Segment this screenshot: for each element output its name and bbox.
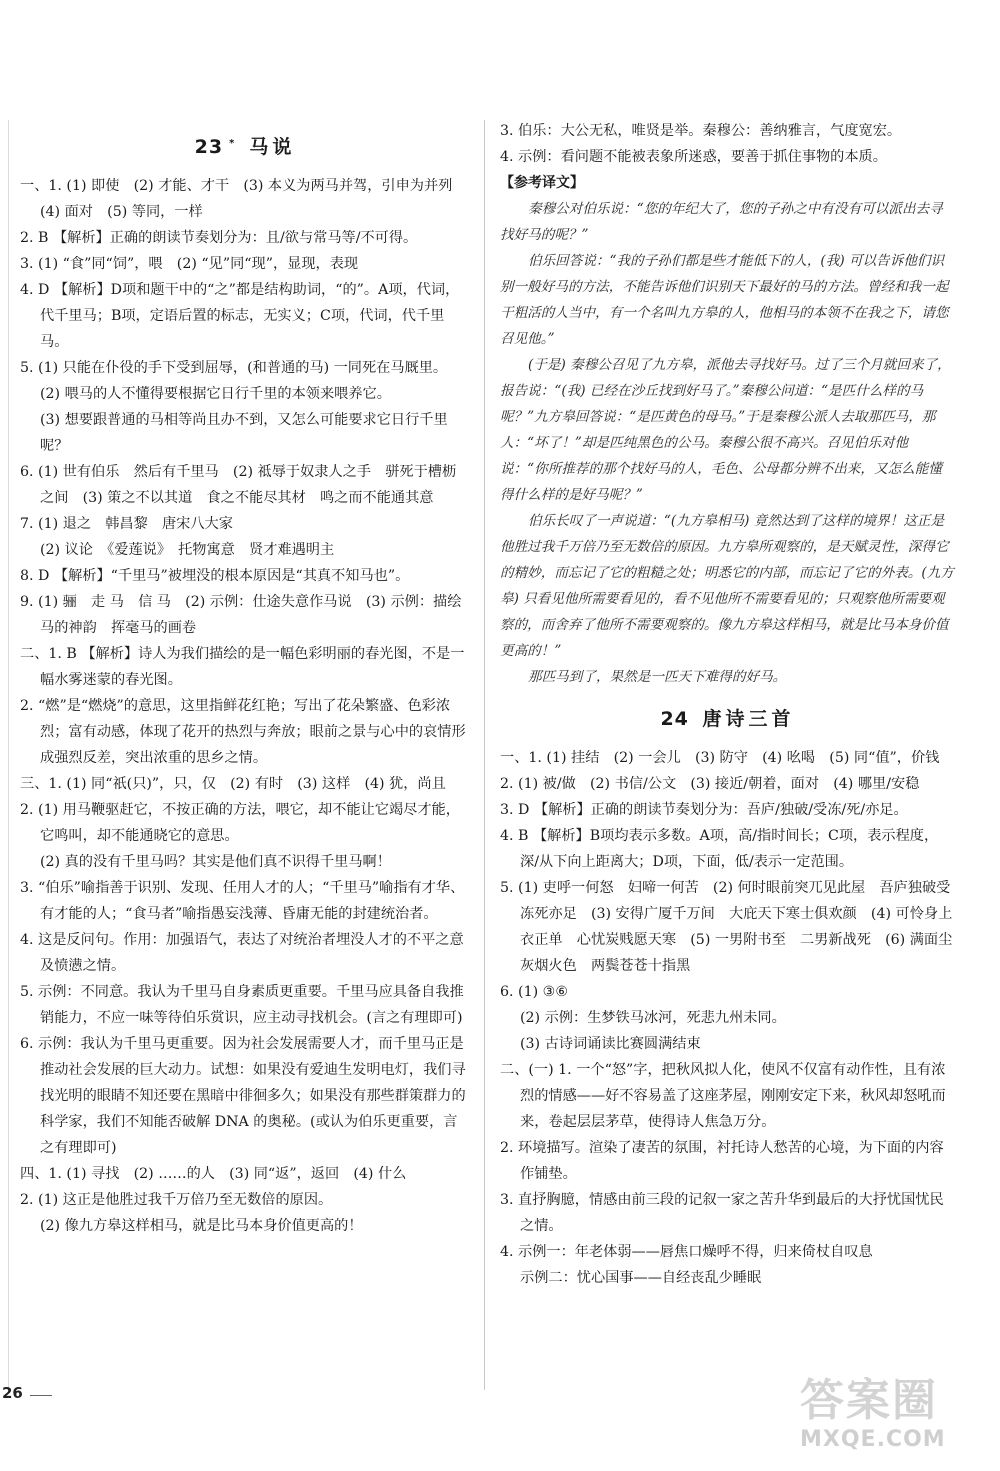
answer-item: 2. (1) 这正是他胜过我千万倍乃至无数倍的原因。 xyxy=(20,1192,333,1208)
answer-subitem: (2) 议论 《爱莲说》 托物寓意 贤才难遇明主 xyxy=(40,542,335,558)
reference-translation-title: 【参考译文】 xyxy=(500,175,584,191)
answer-item: 一、1. (1) 即使 (2) 才能、才干 (3) 本义为两马并驾，引申为并列 (4) 面对 (5) 等同，一样 xyxy=(20,178,467,220)
answer-item: 6. (1) 世有伯乐 然后有千里马 (2) 祗辱于奴隶人之手 骈死于槽枥之间 (3) 策之不以其道 食之不能尽其材 鸣之而不能通其意 xyxy=(20,464,457,506)
answer-subitem: (3) 想要跟普通的马相等尚且办不到，又怎么可能要求它日行千里呢？ xyxy=(40,412,448,454)
answer-item: 4. D 【解析】D项和题干中的“之”都是结构助词，“的”。A项，代词，代千里马；B项，定语后置的标志，无实义；C项，代词，代千里马。 xyxy=(20,282,460,350)
answer-item: 2. 环境描写。渲染了凄苦的氛围，衬托诗人愁苦的心境，为下面的内容作铺垫。 xyxy=(500,1140,944,1182)
answer-item: 8. D 【解析】“千里马”被埋没的根本原因是“其真不知马也”。 xyxy=(20,568,410,584)
section-star: * xyxy=(229,137,236,149)
answer-subitem: (2) 真的没有千里马吗？其实是他们真不识得千里马啊！ xyxy=(40,854,391,870)
watermark-logo xyxy=(800,1375,995,1467)
answer-subitem: (2) 喂马的人不懂得要根据它日行千里的本领来喂养它。 xyxy=(40,386,391,402)
translation-paragraph: 秦穆公对伯乐说：“您的年纪大了，您的子孙之中有没有可以派出去寻找好马的呢？” xyxy=(500,201,943,243)
answer-item: 4. B 【解析】B项均表示多数。A项，高/指时间长；C项，表示程度，深/从下向上距离大；D项，下面，低/表示一定范围。 xyxy=(500,828,939,870)
section-title-23 xyxy=(20,132,470,159)
answer-item: 3. (1) “食”同“饲”，喂 (2) “见”同“现”，显现，表现 xyxy=(20,256,359,272)
left-margin-rule xyxy=(8,120,9,1390)
answer-item: 5. 示例：不同意。我认为千里马自身素质更重要。千里马应具备自我推销能力，不应一味等待伯乐赏识，应主动寻找机会。(言之有理即可) xyxy=(20,984,464,1026)
answer-subitem: (3) 古诗词诵读比赛圆满结束 xyxy=(520,1036,701,1052)
translation-paragraph-underlined: 伯乐长叹了一声说道：“(九方皋相马) 竟然达到了这样的境界！这正是他胜过我千万倍乃至无数倍的原因。九方皋所观察的，是天赋灵性，深得它的精妙，而忘记了它的粗糙之处；明悉它的内部，而忘记了它的外表。(九方皋) 只看见他所需要看见的，看不见他所不需要看见的；只观察他所需要观察的，而舍弃了他所不需要观察的。像九方皋这样相马，就是比马本身价值更高的！” xyxy=(500,513,954,659)
answer-item: 7. (1) 退之 韩昌黎 唐宋八大家 xyxy=(20,516,233,532)
answer-item: 2. (1) 用马鞭驱赶它，不按正确的方法，喂它，却不能让它竭尽才能，它鸣叫，却不能通晓它的意思。 xyxy=(20,802,460,844)
answer-item: 6. (1) ③⑥ xyxy=(500,984,569,1000)
watermark-site-text: MXQE.COM xyxy=(800,1427,946,1452)
answer-item: 9. (1) 骊 走 马 信 马 (2) 示例：仕途失意作马说 (3) 示例：描绘马的神韵 挥毫马的画卷 xyxy=(20,594,462,636)
answer-subitem: 示例二：忧心国事——自经丧乱少睡眠 xyxy=(520,1270,762,1286)
page-number-rule xyxy=(30,1395,52,1396)
answer-item: 5. (1) 吏呼一何怒 妇啼一何苦 (2) 何时眼前突兀见此屋 吾庐独破受冻死亦足 (3) 安得广厦千万间 大庇天下寒士俱欢颜 (4) 可怜身上衣正单 心忧炭贱愿天寒 (5) 一男附书至 二男新战死 (6) 满面尘灰烟火色 两鬓苍苍十指黑 xyxy=(500,880,953,974)
section-name: 唐诗三首 xyxy=(702,708,795,730)
answer-item: 二、1. B 【解析】诗人为我们描绘的是一幅色彩明丽的春光图，不是一幅水雾迷蒙的春光图。 xyxy=(20,646,465,688)
translation-paragraph: 那匹马到了，果然是一匹天下难得的好马。 xyxy=(528,669,787,685)
answer-item: 3. 伯乐：大公无私，唯贤是举。秦穆公：善纳雅言，气度宽宏。 xyxy=(500,123,902,139)
answer-item: 5. (1) 只能在仆役的手下受到屈辱，(和普通的马) 一同死在马厩里。 xyxy=(20,360,448,376)
left-column xyxy=(20,118,470,1239)
answer-item: 3. D 【解析】正确的朗读节奏划分为：吾庐/独破/受冻/死/亦足。 xyxy=(500,802,908,818)
answer-subitem: (2) 像九方皋这样相马，就是比马本身价值更高的！ xyxy=(40,1218,363,1234)
answer-item: 4. 示例一：年老体弱——唇焦口燥呼不得，归来倚杖自叹息 xyxy=(500,1244,873,1260)
translation-paragraph: (于是) 秦穆公召见了九方皋，派他去寻找好马。过了三个月就回来了，报告说：“(我) 已经在沙丘找到好马了。”秦穆公问道：“是匹什么样的马呢？”九方皋回答说：“是匹黄色的母马。”于是秦穆公派人去取那匹马，那人：“坏了！”却是匹纯黑色的公马。秦穆公很不高兴。召见伯乐对他说：“你所推荐的那个找好马的人，毛色、公母都分辨不出来，又怎么能懂得什么样的是好马呢？” xyxy=(500,357,951,503)
right-column xyxy=(500,118,955,1291)
answer-item: 2. (1) 被/做 (2) 书信/公文 (3) 接近/朝着，面对 (4) 哪里/安稳 xyxy=(500,776,920,792)
answer-item: 二、(一) 1. 一个“怒”字，把秋风拟人化，使风不仅富有动作性，且有浓烈的情感——好不容易盖了这座茅屋，刚刚安定下来，秋风却怒吼而来，卷起层层茅草，使得诗人焦急万分。 xyxy=(500,1062,946,1130)
section-title-24 xyxy=(500,704,955,731)
translation-paragraph: 伯乐回答说：“我的子孙们都是些才能低下的人，(我) 可以告诉他们识别一般好马的方法，不能告诉他们识别天下最好的马的方法。曾经和我一起干粗活的人当中，有一个名叫九方皋的人，他相马的本领不在我之下，请您召见他。” xyxy=(500,253,949,347)
answer-item: 2. B 【解析】正确的朗读节奏划分为：且/欲与常马等/不可得。 xyxy=(20,230,418,246)
answer-item: 2. “燃”是“燃烧”的意思，这里指鲜花红艳；写出了花朵繁盛、色彩浓烈；富有动感，体现了花开的热烈与奔放；眼前之景与心中的哀情形成强烈反差，突出浓重的思乡之情。 xyxy=(20,698,466,766)
answer-item: 3. “伯乐”喻指善于识别、发现、任用人才的人；“千里马”喻指有才华、有才能的人；“食马者”喻指愚妄浅薄、昏庸无能的封建统治者。 xyxy=(20,880,465,922)
answer-item: 一、1. (1) 挂结 (2) 一会儿 (3) 防守 (4) 吆喝 (5) 同“值”，价钱 xyxy=(500,750,940,766)
section-number: 23 xyxy=(194,136,224,158)
answer-item: 4. 示例：看问题不能被表象所迷惑，要善于抓住事物的本质。 xyxy=(500,149,887,165)
answer-item: 3. 直抒胸臆，情感由前三段的记叙一家之苦升华到最后的大抒忧国忧民之情。 xyxy=(500,1192,944,1234)
answer-item: 四、1. (1) 寻找 (2) ……的人 (3) 同“返”，返回 (4) 什么 xyxy=(20,1166,407,1182)
section-name: 马说 xyxy=(249,136,296,158)
page-number: 26 xyxy=(2,1384,23,1402)
answer-item: 三、1. (1) 同“祇(只)”，只，仅 (2) 有时 (3) 这样 (4) 犹，尚且 xyxy=(20,776,446,792)
answer-subitem: (2) 示例：生梦铁马冰河，死悲九州未同。 xyxy=(520,1010,786,1026)
answer-item: 6. 示例：我认为千里马更重要。因为社会发展需要人才，而千里马正是推动社会发展的巨大动力。试想：如果没有爱迪生发明电灯，我们寻找光明的眼睛不知还要在黑暗中徘徊多久；如果没有那些群策群力的科学家，我们不知能否破解 DNA 的奥秘。(或认为伯乐更重要，言之有理即可) xyxy=(20,1036,466,1156)
watermark-logo-text: 答案圈 xyxy=(800,1375,938,1426)
column-divider xyxy=(484,120,485,1390)
section-number: 24 xyxy=(660,708,689,730)
answer-item: 4. 这是反问句。作用：加强语气，表达了对统治者埋没人才的不平之意及愤懑之情。 xyxy=(20,932,464,974)
